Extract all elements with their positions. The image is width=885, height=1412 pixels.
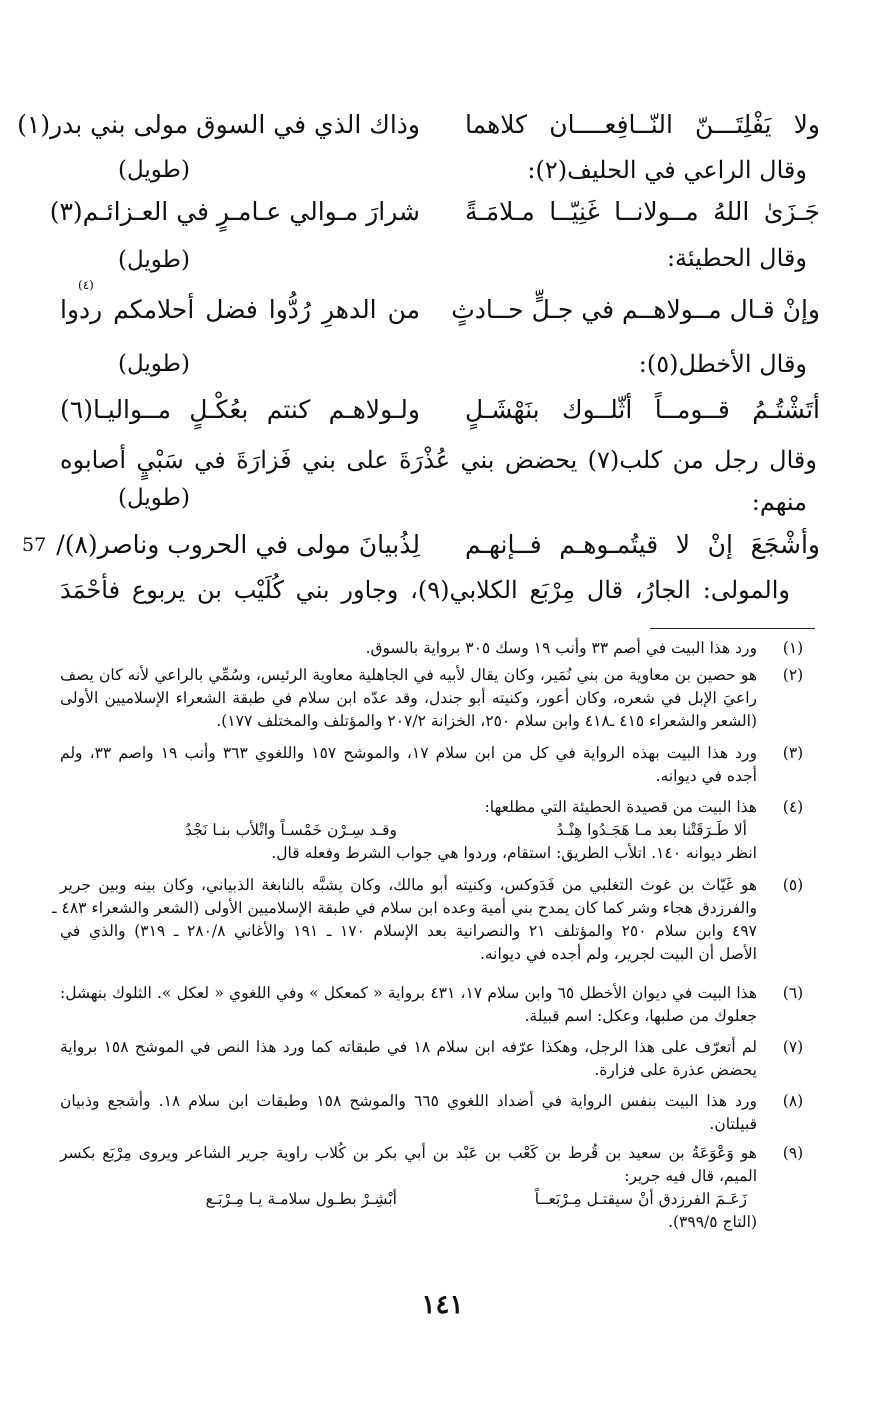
verse-intro: وقال الأخطل(٥): bbox=[638, 350, 807, 378]
footnote-line: هو غَيّاث بن غوث التغلبي من فَدَوكس، وكنيته أبو مالك، وكان يشبَّه بالنابغة الذبياني، وكان بينه وبين جرير bbox=[60, 876, 757, 894]
verse-hemistich-left: لِذُبيانَ مولى في الحروب وناصر(٨)/ bbox=[56, 530, 420, 559]
footnote-line: والفرزدق هجاء وشر كما كان يمدح بني أمية وعده ابن سلام في طبقة الإسلاميين الأولى (الشعر والشعراء ٤٨٣ ـ bbox=[52, 899, 757, 917]
footnote bbox=[60, 1036, 815, 1082]
footnote bbox=[60, 1142, 815, 1234]
footnote bbox=[60, 637, 815, 660]
footnote-number: (٥) bbox=[782, 876, 804, 894]
footnote-line: أجده في ديوانه. bbox=[655, 767, 757, 785]
footnote-line: يحضض عذرة على فزارة. bbox=[594, 1061, 757, 1079]
footnote-number: (٤) bbox=[782, 798, 804, 816]
footnote-verse bbox=[60, 1188, 757, 1211]
verse-hemistich-left: أبْشِـرْ بطـول سلامـة يـا مِـرْبَـع bbox=[205, 1190, 397, 1208]
verse-hemistich-left: من الدهرِ رُدُّوا فضل أحلامكم ردوا bbox=[60, 295, 420, 324]
footnote-line: (الشعر والشعراء ٤١٥ ـ٤١٨ وابن سلام ٢٥٠، الخزانة ٢٠٧/٢ والمؤتلف والمختلف ١٧٧). bbox=[216, 712, 757, 730]
prose-line: والمولى: الجارُ، قال مِرْبَع الكلابي(٩)، وجاور بني كُلَيْب بن يربوع فأحْمَدَ bbox=[60, 576, 790, 604]
footnote-number: (٦) bbox=[782, 984, 804, 1002]
footnote bbox=[52, 874, 815, 966]
verse-hemistich-right: وإنْ قـال مــولاهــم في جـلٍّ حــادثٍ bbox=[451, 295, 820, 324]
footnote-line: هذا البيت من قصيدة الحطيئة التي مطلعها: bbox=[484, 798, 757, 816]
footnote bbox=[60, 742, 815, 788]
verse-line bbox=[60, 390, 820, 430]
verse-hemistich-left: وقـد سِـرْن خَمْسـاً واتْلأب بنـا نَجْدُ bbox=[185, 821, 397, 839]
footnote-line: لم أتعرّف على هذا الرجل، وهكذا عرّفه ابن سلام ١٨ في طبقاته كما ورد هذا النص في الموشح ١٥٨ برواية bbox=[60, 1038, 757, 1056]
verse-line bbox=[56, 525, 820, 565]
prose-line: منهم: bbox=[751, 488, 807, 516]
footnote-line: راعيَ الإبل في شعره، وكان أعور، وكنيته أبو جندل، وقد عدّه ابن سلام في طبقة الشعراء الإسلاميين الأولى bbox=[60, 689, 757, 707]
verse-hemistich-right: زَعَـمَ الفرزدق أنْ سيقتـل مِـرْبَعــاً bbox=[534, 1190, 747, 1208]
footnote bbox=[60, 796, 815, 865]
footnote-line: هو وَعْوَعَةُ بن سعيد بن قُرط بن كَعْب بن عَبْد بن أبي بكر بن كُلاب راوية جرير الشاعر ويروى مِرْبَع بكسر bbox=[60, 1144, 757, 1162]
footnote-line: الميم، قال فيه جرير: bbox=[624, 1167, 757, 1185]
footnote-line: ٤٩٧ وابن سلام ٢٥٠ والمؤتلف ٢١ والنصرانية بعد الإسلام ١٧٠ ـ ١٩١ والأغاني ٢٨٠/٨ ـ ٣١٩) والذي في bbox=[60, 922, 757, 940]
footnote-number: (٢) bbox=[782, 666, 804, 684]
meter-label: (طويل) bbox=[118, 157, 190, 183]
verse-hemistich-right: جَـزَىٰ اللهُ مــولانــا غَنِيّــا مـلامَـةً bbox=[465, 197, 820, 226]
footnote-line: هو حصين بن معاوية من بني نُمَير، وكان يقال لأبيه في الجاهلية معاوية الرئيس، وسُمِّي بالراعي لأنه كان يصف bbox=[60, 666, 757, 684]
footnote-number: (٣) bbox=[782, 744, 804, 762]
meter-label: (طويل) bbox=[118, 247, 190, 273]
footnote-line: ورد هذا البيت في أصم ٣٣ وأنب ١٩ وسك ٣٠٥ برواية بالسوق. bbox=[365, 639, 757, 657]
verse-intro: وقال الحطيئة: bbox=[666, 244, 807, 272]
footnote bbox=[60, 982, 815, 1028]
page-number: ١٤١ bbox=[421, 1290, 464, 1320]
footnote-number: (٩) bbox=[782, 1144, 804, 1162]
verse-hemistich-right: ولا يَفْلِتَـــنّ النّــافِعــــان كلاهما bbox=[465, 110, 820, 139]
verse-line bbox=[17, 105, 820, 145]
verse-hemistich-left: شرارَ مـوالي عـامـرٍ في العـزائـم(٣) bbox=[49, 197, 420, 226]
verse-hemistich-right: وأشْجَعَ إنْ لا قيتُمـوهـم فــإنهـم bbox=[465, 530, 820, 559]
verse-hemistich-right: أتَشْتُـمُ قــومــاً أثّلــوك بنَهْشَـلٍ bbox=[465, 395, 820, 424]
footnote-line: (التاج ٣٩٩/٥). bbox=[668, 1213, 757, 1231]
footnote-verse bbox=[60, 819, 757, 842]
meter-label: (طويل) bbox=[118, 485, 190, 511]
verse-hemistich-right: ألا طَـرَقَتْنا بعد مـا هَجَـدُوا هِنْـدُ bbox=[556, 821, 747, 839]
footnote-number: (١) bbox=[782, 639, 804, 657]
footnote-line: ورد هذا البيت بنفس الرواية في أضداد اللغوي ٦٦٥ والموشح ١٥٨ وطبقات ابن سلام ١٨. وأشجع وذبيان bbox=[60, 1092, 757, 1110]
footnote-line: جعلوك من صلبها، وعكل: اسم قبيلة. bbox=[524, 1007, 757, 1025]
verse-hemistich-left: ولـولاهـم كنتم بعُكْـلٍ مــواليـا(٦) bbox=[60, 395, 420, 424]
prose-line: وقال رجل من كلب(٧) يحضض بني عُذْرَةَ على بني فَزارَةَ في سَبْيٍ أصابوه bbox=[60, 446, 817, 474]
note-marker: (٤) bbox=[78, 278, 94, 292]
verse-hemistich-left: وذاك الذي في السوق مولى بني بدر(١) bbox=[17, 110, 420, 139]
verse-line bbox=[60, 290, 820, 330]
footnote-number: (٨) bbox=[782, 1092, 804, 1110]
footnote-divider bbox=[650, 628, 815, 629]
footnote-line: قبيلتان. bbox=[709, 1115, 757, 1133]
footnote-line: هذا البيت في ديوان الأخطل ٦٥ وابن سلام ١٧، ٤٣١ برواية « كمعكل » وفي اللغوي « لعكل ». الثلوك بنهشل: bbox=[60, 984, 757, 1002]
footnote-line: ورد هذا البيت بهذه الرواية في كل من ابن سلام ١٧، والموشح ١٥٧ واللغوي ٣٦٣ وأنب ١٩ واصم ٣٣، ولم bbox=[60, 744, 758, 762]
footnote bbox=[60, 664, 815, 733]
page-marker: 57 bbox=[22, 534, 47, 556]
footnote-number: (٧) bbox=[782, 1038, 804, 1056]
footnote-line: الأصل أن البيت لجرير، ولم أجده في ديوانه. bbox=[479, 945, 757, 963]
footnote-line: انظر ديوانه ١٤٠. اتلأب الطريق: استقام، وردوا هي جواب الشرط وفعله قال. bbox=[271, 844, 757, 862]
verse-line bbox=[49, 192, 820, 232]
verse-intro: وقال الراعي في الحليف(٢): bbox=[527, 156, 807, 184]
meter-label: (طويل) bbox=[118, 351, 190, 377]
footnote bbox=[60, 1090, 815, 1136]
